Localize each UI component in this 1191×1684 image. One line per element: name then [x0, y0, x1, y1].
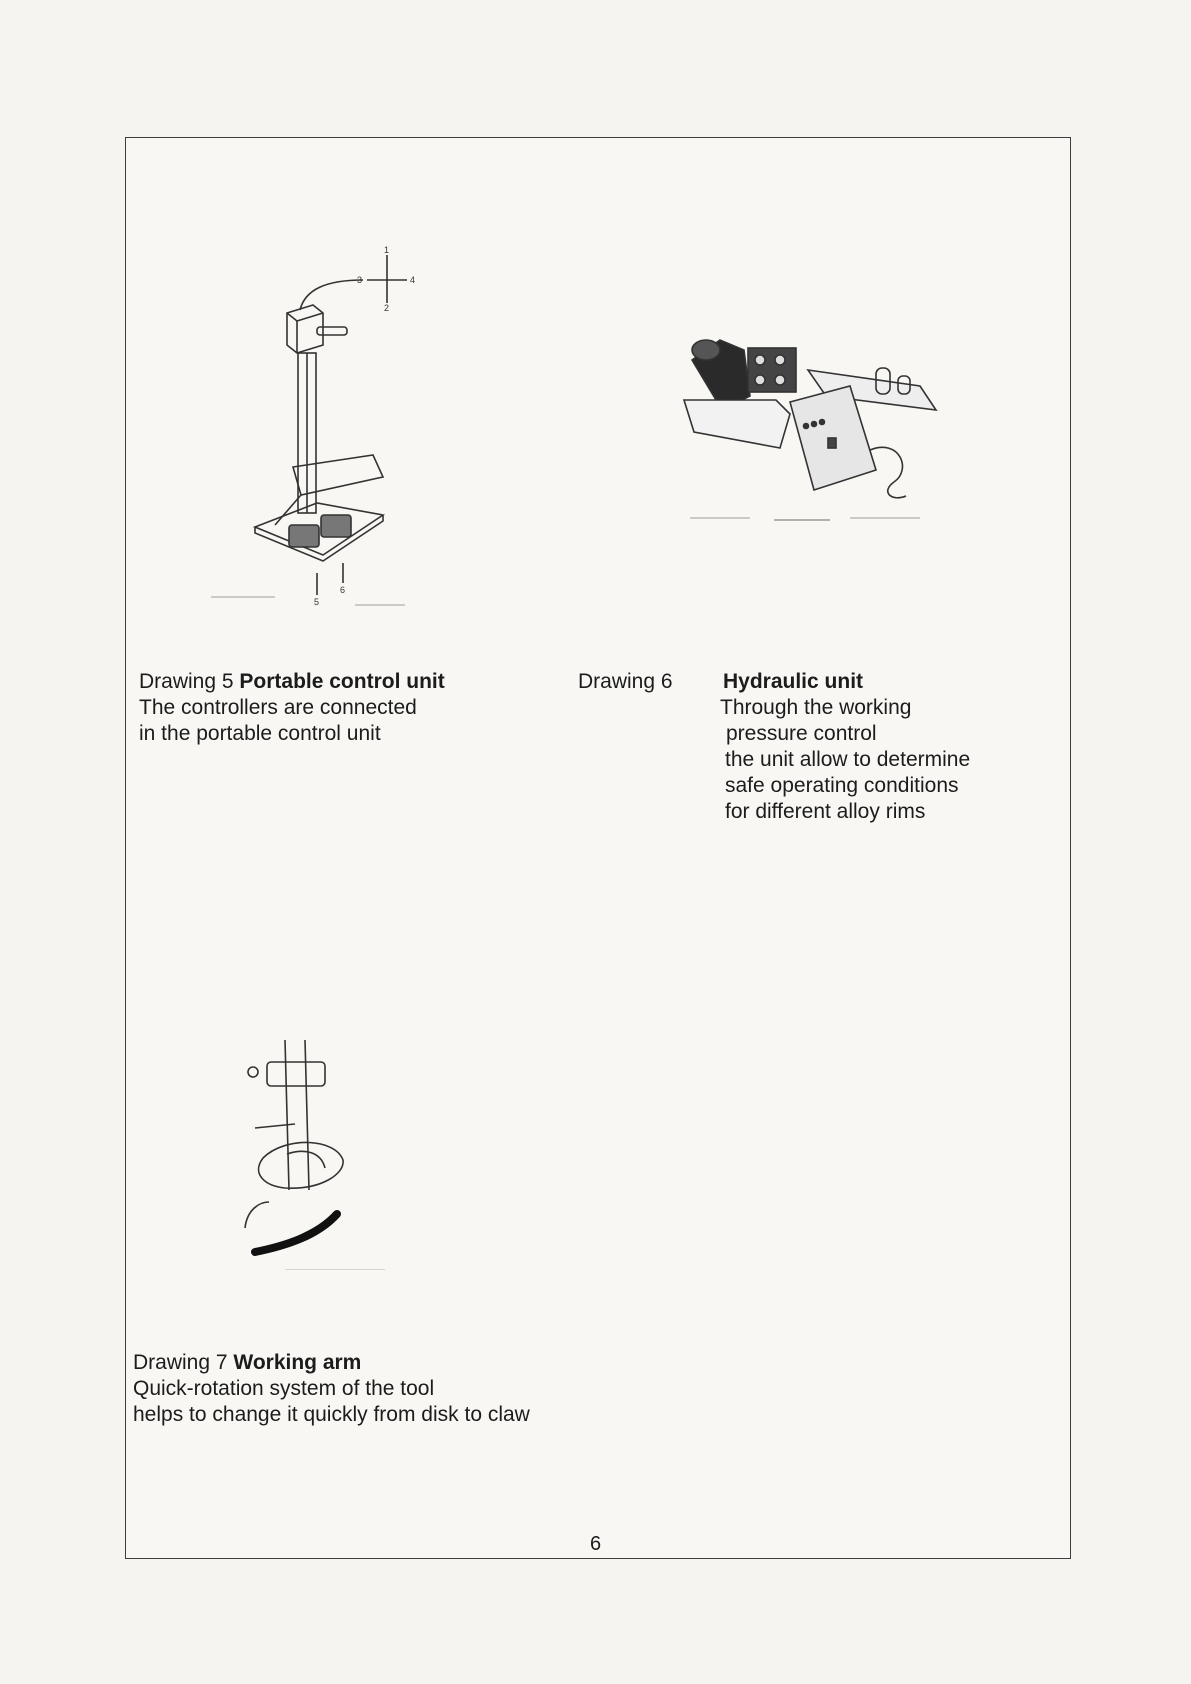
page-number: 6	[590, 1533, 602, 1555]
drawing-5-caption	[139, 669, 445, 747]
drawing-6-line-5: for different alloy rims	[725, 800, 926, 823]
callout-2: 2	[384, 303, 390, 313]
drawing-7-title-line	[133, 1350, 530, 1376]
drawing-5-line-1: The controllers are connected	[139, 696, 417, 719]
drawing-5-title: Portable control unit	[239, 670, 445, 693]
callout-5: 5	[314, 597, 320, 607]
portable-control-unit-drawing	[205, 245, 425, 615]
drawing-7-label: Drawing 7	[133, 1351, 234, 1374]
drawing-6-line-1: Through the working	[720, 696, 912, 719]
callout-1: 1	[384, 245, 390, 255]
drawing-5-line-2: in the portable control unit	[139, 722, 381, 745]
callout-6: 6	[340, 585, 346, 595]
drawing-7-caption	[133, 1350, 530, 1428]
drawing-6-line-4: safe operating conditions	[725, 774, 959, 797]
drawing-6-line-2: pressure control	[726, 722, 877, 745]
working-arm-drawing	[225, 1040, 395, 1270]
drawing-6-caption	[720, 669, 970, 825]
drawing-7-line-1: Quick-rotation system of the tool	[133, 1377, 435, 1400]
drawing-5-title-line	[139, 669, 445, 695]
drawing-6-label: Drawing 6	[578, 670, 673, 693]
callout-4: 4	[410, 275, 416, 285]
callout-3: 3	[357, 275, 363, 285]
drawing-6-title: Hydraulic unit	[723, 670, 864, 693]
drawing-7-line-2: helps to change it quickly from disk to claw	[133, 1403, 530, 1426]
hydraulic-unit-drawing	[680, 320, 940, 535]
drawing-5-label: Drawing 5	[139, 670, 240, 693]
drawing-7-title: Working arm	[233, 1351, 362, 1374]
drawing-6-line-3: the unit allow to determine	[725, 748, 971, 771]
